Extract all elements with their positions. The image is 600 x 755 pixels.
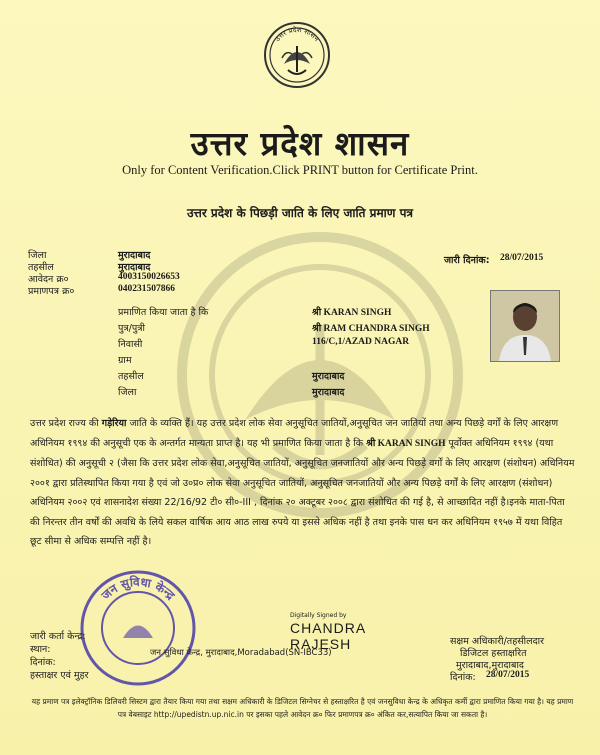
emblem-text: उत्तर प्रदेश शासन bbox=[273, 25, 321, 43]
caste-value: गड़ेरिया bbox=[101, 418, 127, 429]
certificate-number-value: 040231507866 bbox=[118, 284, 175, 294]
digitally-signed-label: Digitally Signed by bbox=[290, 612, 347, 619]
signer-last-name: RAJESH bbox=[290, 636, 352, 652]
certificate-heading: उत्तर प्रदेश के पिछड़ी जाति के लिए जाति प्रमाण पत्र bbox=[186, 206, 414, 220]
certificate-number-label: प्रमाणपत्र क्र० bbox=[28, 286, 75, 297]
application-number-label: आवेदन क्र० bbox=[28, 274, 69, 285]
issuer-center-label: जारी कर्ता केन्द्र: bbox=[30, 631, 86, 642]
officer-location: मुरादाबाद,मुरादाबाद bbox=[456, 660, 524, 671]
district-label: जिला bbox=[28, 250, 47, 261]
person-district-value: मुरादाबाद bbox=[312, 387, 345, 398]
issuing-center-name: जन सुविधा केन्द्र, मुरादाबाद,Moradabad(SN-IBC33) bbox=[150, 648, 332, 658]
person-tehsil-value: मुरादाबाद bbox=[312, 371, 345, 382]
signer-first-name: CHANDRA bbox=[290, 620, 367, 636]
tehsil-value: मुरादाबाद bbox=[118, 262, 151, 273]
page-title: उत्तर प्रदेश शासन bbox=[190, 124, 410, 163]
seal-text: जन सुविधा केन्द्र bbox=[98, 574, 178, 603]
person-tehsil-label: तहसील bbox=[118, 371, 144, 382]
body-part-3: पूर्वोक्त अधिनियम १९९४ (यथा संशोधित) की अनुसूची २ (जैसा कि उत्तर प्रदेश लोक सेवा,अनुसूचित जातियों, अनुसूचित जनजातियों और अन्य पिछड़े वर्गों के लिए आरक्षण (संशोधन) अधिनियम २००१ द्वारा प्रतिस्थापित किया गया है एवं जो उ०प्र० लोक सेवा अनुसूचित जातियों, अनुसूचित जनजातियों और अन्य पिछड़े वर्गों के लिए आरक्षण (संशोधन) अधिनियम २००२ एवं शासनादेश संख्या 22/16/92 टी० सी०-III , दिनांक २० अक्टूबर २००८ द्वारा संशोधित की गई है, से आच्छादित नहीं है।इनके माता-पिता की निरन्तर तीन वर्षों की अवधि के लिये सकल वार्षिक आय आठ लाख रुपये या इससे अधिक नहीं है तथा इनके पास धन कर अधिनियम १९५७ में यथा विहित छूट सीमा से अधिक सम्पत्ति नहीं है। bbox=[30, 437, 575, 547]
issue-date-label: जारी दिनांक: bbox=[444, 255, 490, 266]
officer-date-value: 28/07/2015 bbox=[486, 670, 530, 680]
body-person-name: श्री KARAN SINGH bbox=[366, 438, 446, 449]
sign-seal-label: हस्ताक्षर एवं मुहर bbox=[30, 670, 89, 681]
issue-date-value: 28/07/2015 bbox=[500, 253, 544, 263]
parent-label: पुत्र/पुत्री bbox=[118, 323, 145, 334]
digitally-signed-hindi: डिजिटल हस्ताक्षरित bbox=[460, 648, 527, 659]
officer-date-label: दिनांक: bbox=[450, 672, 476, 683]
body-part-2: जाति के व्यक्ति हैं। यह उत्तर प्रदेश लोक सेवा अनुसूचित जातियों,अनुसूचित जन जातियों तथा अन्य पिछड़े वर्गों के लिए आरक्षण अधिनियम १९९४ की अनुसूची एक के अन्तर्गत मान्यता प्राप्त है। यह भी प्रमाणित किया जाता है कि bbox=[30, 418, 559, 449]
tehsil-label: तहसील bbox=[28, 262, 54, 273]
district-value: मुरादाबाद bbox=[118, 250, 151, 261]
person-photo-icon bbox=[491, 291, 559, 361]
footer-note: यह प्रमाण पत्र इलेक्ट्रॉनिक डिलिवरी सिस्टम द्वारा तैयार किया गया तथा सक्षम अधिकारी के डिजिटल सिग्नेचर से हस्ताक्षरित है एवं जनसुविधा केन्द्र के अधिकृत कर्मी द्वारा प्रमाणित किया गया है। यह प्रमाण पत्र वेबसाइट http://upedistn.up.nic.in पर इसका पहले आवेदन क्र० फिर प्रमाणपत्र क्र० अंकित कर,सत्यापित किया जा सकता है। bbox=[31, 697, 574, 719]
parent-value: श्री RAM CHANDRA SINGH bbox=[312, 324, 430, 334]
certificate-body bbox=[30, 414, 575, 552]
person-district-label: जिला bbox=[118, 387, 137, 398]
certify-label: प्रमाणित किया जाता है कि bbox=[118, 307, 209, 318]
residence-label: निवासी bbox=[118, 339, 143, 350]
applicant-photo bbox=[490, 290, 560, 362]
application-number-value: 4003150026653 bbox=[118, 272, 180, 282]
officer-title: सक्षम अधिकारी/तहसीलदार bbox=[450, 636, 544, 647]
official-seal-icon bbox=[78, 568, 198, 688]
up-emblem-icon bbox=[262, 20, 332, 90]
person-name-value: श्री KARAN SINGH bbox=[312, 308, 392, 318]
village-label: ग्राम bbox=[118, 355, 132, 366]
date-label: दिनांक: bbox=[30, 657, 56, 668]
verification-note: Only for Content Verification.Click PRINT button for Certificate Print. bbox=[122, 163, 478, 177]
body-part-1: उत्तर प्रदेश राज्य की bbox=[30, 418, 99, 429]
residence-value: 116/C,1/AZAD NAGAR bbox=[312, 337, 410, 347]
place-label: स्थान: bbox=[30, 644, 51, 655]
